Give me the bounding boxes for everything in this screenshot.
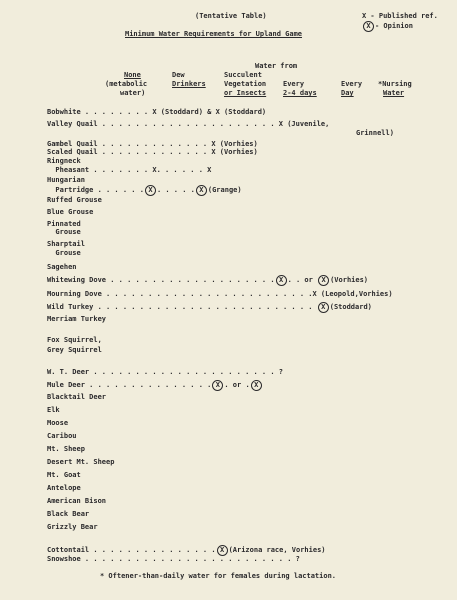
row-sharptail: Sharptail bbox=[47, 240, 85, 248]
row-antelope: Antelope bbox=[47, 484, 81, 492]
row-partridge bbox=[47, 185, 242, 196]
footnote: * Oftener-than-daily water for females during lactation. bbox=[100, 572, 337, 580]
row-ringneck: Ringneck bbox=[47, 157, 81, 165]
row-mourning-dove: Mourning Dove . . . . . . . . . . . . . . . . . . . . . . . . .X (Leopold,Vorhies) bbox=[47, 290, 393, 298]
row-sharptail-grouse: Grouse bbox=[47, 249, 81, 257]
circled-x-icon: X bbox=[251, 380, 262, 391]
row-gambel-quail: Gambel Quail . . . . . . . . . . . . . X (Vorhies) bbox=[47, 140, 258, 148]
whitewing-source: (Vorhies) bbox=[330, 276, 369, 284]
row-valley-quail-note: Grinnell) bbox=[356, 129, 394, 137]
row-moose: Moose bbox=[47, 419, 69, 427]
whitewing-or: . . or bbox=[287, 276, 313, 284]
circled-x-icon: X bbox=[318, 302, 329, 313]
row-sagehen: Sagehen bbox=[47, 263, 77, 271]
row-mt-sheep: Mt. Sheep bbox=[47, 445, 85, 453]
row-pheasant: Pheasant . . . . . . . X. . . . . . X bbox=[47, 166, 212, 174]
row-wt-deer: W. T. Deer . . . . . . . . . . . . . . . . . . . . . . ? bbox=[47, 368, 284, 376]
col-water-from: Water from bbox=[255, 62, 298, 70]
mule-deer-or: . or . bbox=[224, 381, 250, 389]
circled-x-icon: X bbox=[217, 545, 228, 556]
col-succulent: Succulent bbox=[224, 71, 262, 79]
row-fox-squirrel: Fox Squirrel, bbox=[47, 336, 102, 344]
row-black-bear: Black Bear bbox=[47, 510, 90, 518]
row-merriam-turkey: Merriam Turkey bbox=[47, 315, 107, 323]
circled-x-icon: X bbox=[363, 21, 374, 32]
row-pinnated: Pinnated bbox=[47, 220, 81, 228]
page-title: Minimum Water Requirements for Upland Game bbox=[125, 30, 303, 38]
wild-turkey-text: Wild Turkey . . . . . . . . . . . . . . . . . . . . . . . . . . bbox=[47, 303, 313, 311]
tentative-label: (Tentative Table) bbox=[195, 12, 267, 20]
row-ruffed-grouse: Ruffed Grouse bbox=[47, 196, 102, 204]
row-whitewing-dove bbox=[47, 275, 368, 286]
legend-opinion bbox=[362, 21, 413, 32]
row-snowshoe: Snowshoe . . . . . . . . . . . . . . . . . . . . . . . . . ? bbox=[47, 555, 300, 563]
col-metabolic: (metabolic bbox=[105, 80, 148, 88]
circled-x-icon: X bbox=[145, 185, 156, 196]
row-valley-quail: Valley Quail . . . . . . . . . . . . . . . . . . . . . X (Juvenile, bbox=[47, 120, 330, 128]
cottontail-text: Cottontail . . . . . . . . . . . . . . . bbox=[47, 546, 216, 554]
row-mt-goat: Mt. Goat bbox=[47, 471, 81, 479]
col-day: Day bbox=[341, 89, 354, 97]
row-scaled-quail: Scaled Quail . . . . . . . . . . . . . X (Vorhies) bbox=[47, 148, 258, 156]
col-every: Every bbox=[283, 80, 305, 88]
col-vegetation: Vegetation bbox=[224, 80, 267, 88]
partridge-dots: . . . . . bbox=[156, 186, 195, 194]
row-elk: Elk bbox=[47, 406, 60, 414]
circled-x-icon: X bbox=[318, 275, 329, 286]
circled-x-icon: X bbox=[212, 380, 223, 391]
col-dew: Dew bbox=[172, 71, 185, 79]
row-blue-grouse: Blue Grouse bbox=[47, 208, 94, 216]
row-bobwhite: Bobwhite . . . . . . . . X (Stoddard) & X (Stoddard) bbox=[47, 108, 267, 116]
row-mule-deer bbox=[47, 380, 263, 391]
partridge-source: (Grange) bbox=[207, 186, 242, 194]
row-caribou: Caribou bbox=[47, 432, 77, 440]
col-nursing-water: Water bbox=[383, 89, 405, 97]
row-desert-mt-sheep: Desert Mt. Sheep bbox=[47, 458, 115, 466]
whitewing-text: Whitewing Dove . . . . . . . . . . . . . . . . . . . . bbox=[47, 276, 275, 284]
wild-turkey-source: (Stoddard) bbox=[329, 303, 372, 311]
mule-deer-text: Mule Deer . . . . . . . . . . . . . . . bbox=[47, 381, 212, 389]
col-insects: or Insects bbox=[224, 89, 267, 97]
col-water: water) bbox=[120, 89, 146, 97]
col-none: None bbox=[124, 71, 141, 79]
col-drinkers: Drinkers bbox=[172, 80, 206, 88]
row-grey-squirrel: Grey Squirrel bbox=[47, 346, 102, 354]
col-every-day: Every bbox=[341, 80, 363, 88]
partridge-text: Partridge . . . . . . bbox=[47, 186, 144, 194]
circled-x-icon: X bbox=[196, 185, 207, 196]
row-grizzly-bear: Grizzly Bear bbox=[47, 523, 98, 531]
cottontail-source: (Arizona race, Vorhies) bbox=[228, 546, 326, 554]
row-hungarian: Hungarian bbox=[47, 176, 85, 184]
legend-opinion-text: - Opinion bbox=[375, 22, 413, 30]
col-nursing: *Nursing bbox=[378, 80, 412, 88]
legend-published: X - Published ref. bbox=[362, 12, 438, 20]
col-days: 2-4 days bbox=[283, 89, 317, 97]
row-blacktail-deer: Blacktail Deer bbox=[47, 393, 107, 401]
circled-x-icon: X bbox=[276, 275, 287, 286]
row-wild-turkey bbox=[47, 302, 372, 313]
row-american-bison: American Bison bbox=[47, 497, 107, 505]
row-pinnated-grouse: Grouse bbox=[47, 228, 81, 236]
